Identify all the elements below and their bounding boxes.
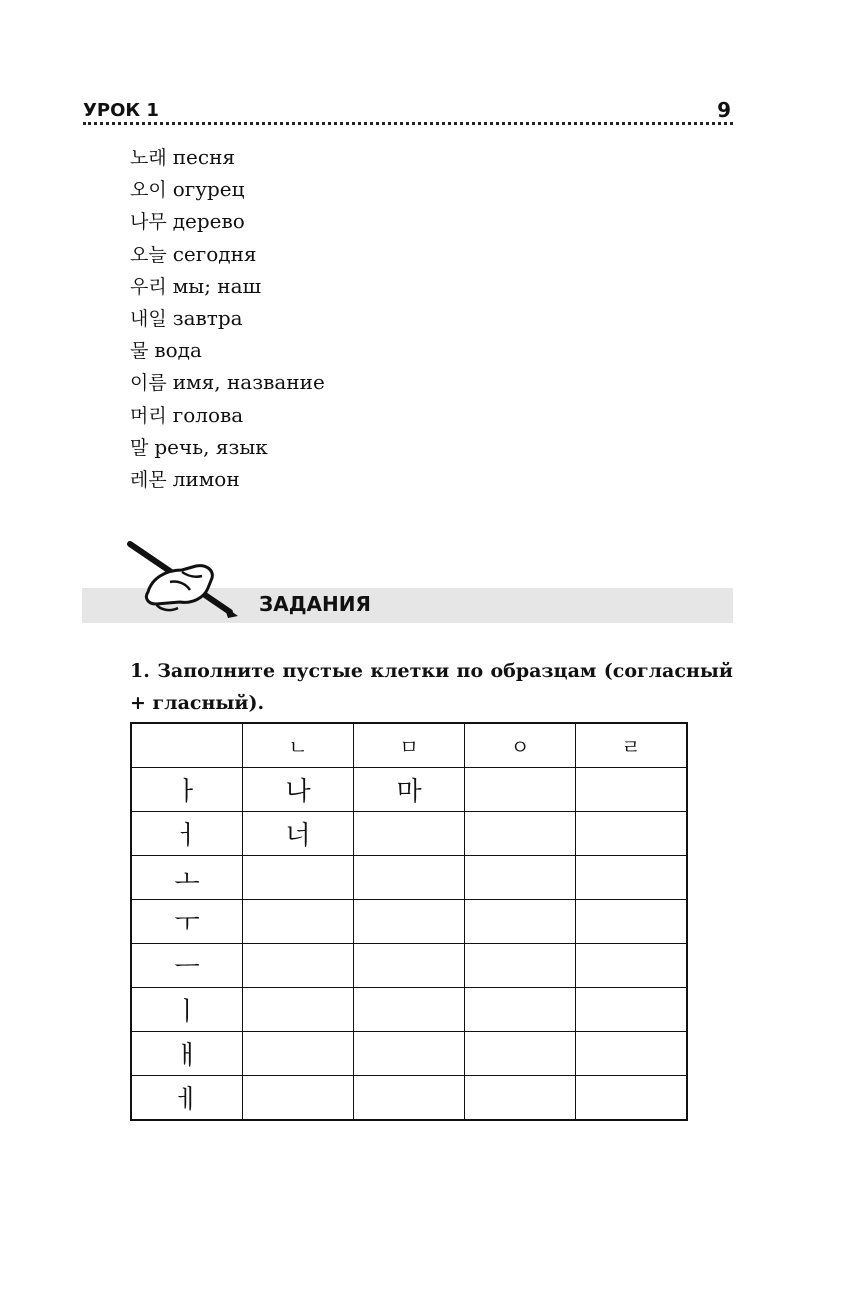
vocab-item	[130, 270, 325, 302]
consonant-header-cell: ㄹ	[576, 723, 688, 768]
vocab-russian: завтра	[172, 305, 243, 330]
vowel-cell: ㅣ	[131, 988, 243, 1032]
consonant-header-cell: ㄴ	[243, 723, 354, 768]
vowel-cell: ㅐ	[131, 1032, 243, 1076]
page-number: 9	[717, 98, 731, 122]
syllable-blank-cell	[243, 988, 354, 1032]
vocab-korean: 우리	[130, 275, 167, 298]
syllable-blank-cell	[243, 856, 354, 900]
vocab-item	[130, 302, 325, 334]
table-row	[131, 768, 687, 812]
table-row	[131, 1076, 687, 1121]
syllable-blank-cell	[354, 856, 465, 900]
table-row	[131, 988, 687, 1032]
syllable-blank-cell	[465, 768, 576, 812]
vocab-russian: мы; наш	[172, 273, 262, 298]
vowel-cell: ㅓ	[131, 812, 243, 856]
section-title: ЗАДАНИЯ	[259, 592, 371, 616]
vowel-cell: ㅔ	[131, 1076, 243, 1121]
vowel-cell: ㅜ	[131, 900, 243, 944]
vocab-russian: песня	[172, 145, 236, 169]
vocab-korean: 물	[130, 340, 149, 363]
syllable-blank-cell	[354, 1032, 465, 1076]
syllable-blank-cell	[465, 900, 576, 944]
vocab-korean: 오이	[130, 179, 167, 202]
table-row	[131, 944, 687, 988]
vocab-russian: сегодня	[172, 241, 257, 266]
vocab-item	[130, 431, 325, 463]
vocab-korean: 내일	[130, 307, 167, 330]
syllable-blank-cell	[576, 988, 688, 1032]
vocab-item	[130, 173, 325, 205]
header-dotted-rule	[83, 122, 733, 125]
syllable-blank-cell	[243, 1076, 354, 1121]
vowel-cell: ㅡ	[131, 944, 243, 988]
vocab-russian: лимон	[172, 466, 240, 491]
syllable-blank-cell	[243, 944, 354, 988]
syllable-blank-cell	[576, 1032, 688, 1076]
vocab-item	[130, 141, 325, 173]
vocabulary-list	[130, 141, 325, 495]
syllable-blank-cell	[465, 944, 576, 988]
syllable-blank-cell	[576, 768, 688, 812]
vocab-korean: 머리	[130, 404, 167, 427]
table-row	[131, 900, 687, 944]
vocab-korean: 나무	[130, 211, 167, 234]
vocab-item	[130, 399, 325, 431]
vocab-russian: имя, название	[172, 370, 325, 395]
vocab-russian: огурец	[172, 177, 245, 202]
syllable-blank-cell	[576, 1076, 688, 1121]
syllable-example-cell: 너	[243, 812, 354, 856]
vocab-korean: 오늘	[130, 243, 167, 266]
vocab-korean: 말	[130, 436, 149, 459]
lesson-title: УРОК 1	[83, 100, 159, 121]
syllable-blank-cell	[354, 900, 465, 944]
vocab-korean: 이름	[130, 372, 167, 395]
pen-hand-icon	[126, 540, 242, 620]
syllable-blank-cell	[354, 944, 465, 988]
syllable-example-cell: 나	[243, 768, 354, 812]
syllable-table	[130, 722, 688, 1121]
table-row	[131, 812, 687, 856]
vowel-cell: ㅏ	[131, 768, 243, 812]
vocab-item	[130, 238, 325, 270]
vowel-cell: ㅗ	[131, 856, 243, 900]
syllable-blank-cell	[465, 988, 576, 1032]
syllable-example-cell: 마	[354, 768, 465, 812]
vocab-item	[130, 334, 325, 366]
table-corner-cell	[131, 723, 243, 768]
consonant-header-cell: ㅁ	[354, 723, 465, 768]
syllable-blank-cell	[465, 1076, 576, 1121]
consonant-header-cell: ㅇ	[465, 723, 576, 768]
syllable-blank-cell	[576, 900, 688, 944]
page-header	[83, 98, 733, 126]
syllable-blank-cell	[243, 1032, 354, 1076]
syllable-blank-cell	[465, 812, 576, 856]
syllable-blank-cell	[465, 856, 576, 900]
syllable-blank-cell	[354, 988, 465, 1032]
syllable-blank-cell	[354, 812, 465, 856]
syllable-blank-cell	[465, 1032, 576, 1076]
table-row	[131, 1032, 687, 1076]
syllable-blank-cell	[576, 856, 688, 900]
vocab-korean: 레몬	[130, 468, 167, 491]
syllable-blank-cell	[576, 812, 688, 856]
vocab-item	[130, 463, 325, 495]
table-row	[131, 856, 687, 900]
vocab-russian: дерево	[172, 209, 245, 234]
vocab-russian: речь, язык	[154, 434, 268, 459]
vocab-russian: вода	[154, 338, 202, 363]
vocab-item	[130, 205, 325, 237]
syllable-blank-cell	[354, 1076, 465, 1121]
vocab-item	[130, 366, 325, 398]
syllable-blank-cell	[576, 944, 688, 988]
task-1-instruction: 1. Заполните пустые клетки по образцам (согласный + гласный).	[130, 660, 733, 714]
table-header-row	[131, 723, 687, 768]
vocab-russian: голова	[172, 402, 244, 427]
vocab-korean: 노래	[130, 147, 167, 169]
syllable-blank-cell	[243, 900, 354, 944]
